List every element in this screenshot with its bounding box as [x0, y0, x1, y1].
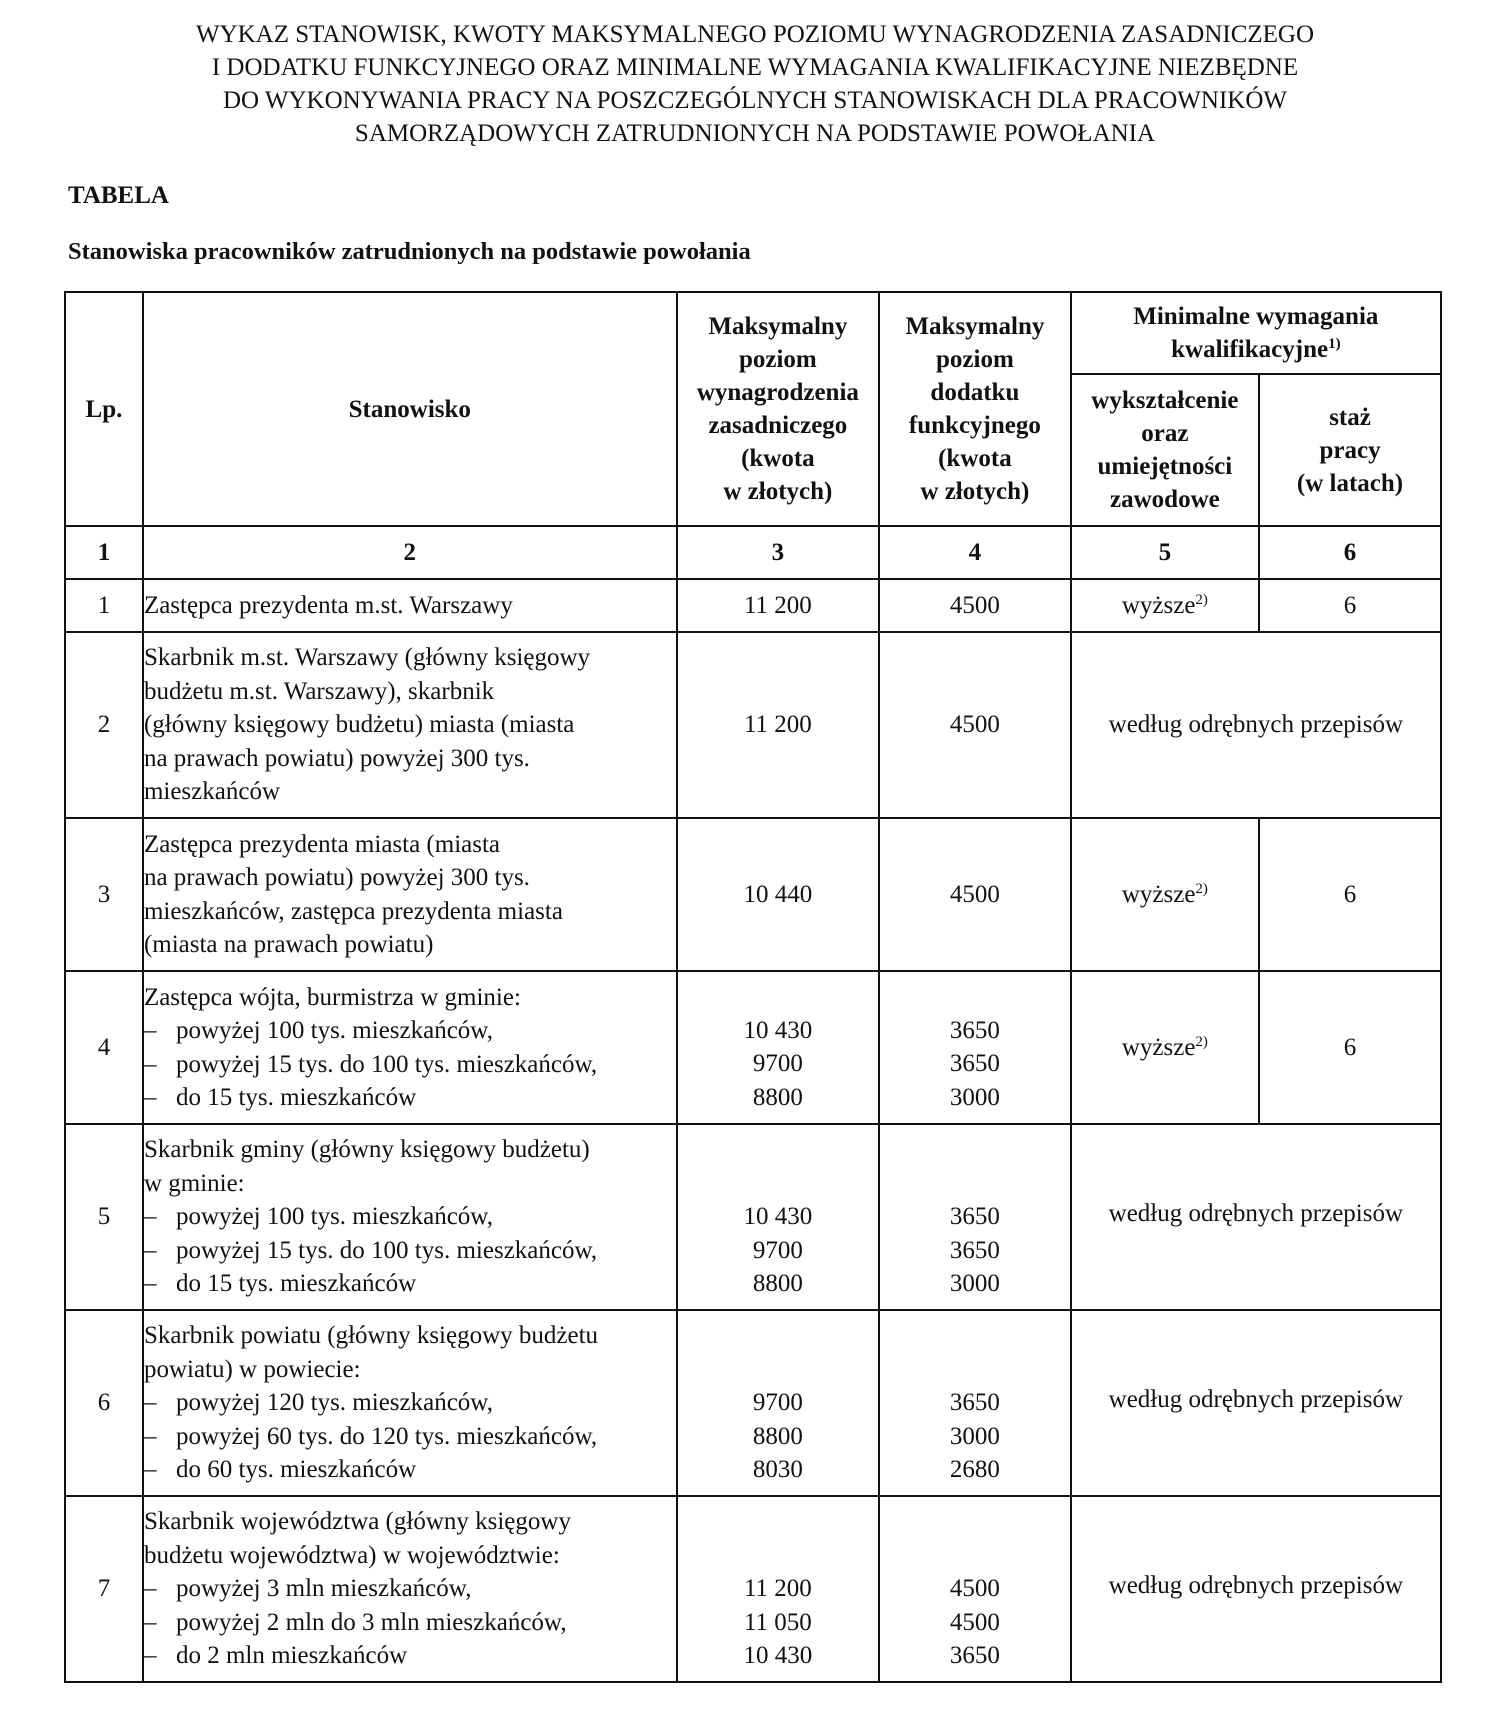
row-dodatek-value: 3650 [949, 1236, 1000, 1264]
stanowisko-line: na prawach powiatu) powyżej 300 tys. [143, 864, 530, 891]
stanowisko-item-text: powyżej 100 tys. mieszkańców, [175, 1203, 493, 1231]
row-wynagrodzenie-value: 8800 [752, 1083, 803, 1111]
footnote-ref: 2) [1195, 591, 1208, 608]
column-number: 5 [1071, 526, 1259, 579]
column-number: 3 [677, 526, 879, 579]
row-dodatek [879, 818, 1071, 971]
row-dodatek-value: 2680 [949, 1456, 1000, 1483]
header-dodatek: Maksymalny poziom dodatku funkcyjnego (kwota w złotych) [879, 292, 1071, 526]
column-number: 1 [65, 526, 143, 579]
stanowisko-item [144, 1453, 676, 1487]
stanowisko-item-text: do 60 tys. mieszkańców [175, 1456, 417, 1484]
row-staz: 6 [1259, 971, 1441, 1124]
row-lp: 3 [65, 818, 143, 971]
list-marker: – [143, 1270, 157, 1298]
row-stanowisko [143, 971, 677, 1124]
row-wynagrodzenie-value: 11 200 [743, 1575, 812, 1602]
title-line: WYKAZ STANOWISK, KWOTY MAKSYMALNEGO POZIOMU WYNAGRODZENIA ZASADNICZEGO [195, 21, 1315, 48]
stanowisko-line: powiatu) w powiecie: [143, 1355, 361, 1383]
row-dodatek-value: 4500 [949, 880, 1000, 908]
row-wynagrodzenie-value: 11 050 [743, 1608, 812, 1636]
header-lp: Lp. [65, 292, 143, 526]
list-marker: – [143, 1422, 157, 1450]
row-dodatek-value: 3650 [949, 1016, 1000, 1044]
table-row [65, 1310, 1441, 1496]
table-row [65, 1124, 1441, 1310]
stanowisko-item-text: powyżej 2 mln do 3 mln mieszkańców, [175, 1608, 567, 1636]
row-dodatek-value: 4500 [949, 1608, 1000, 1636]
row-wynagrodzenie [677, 971, 879, 1124]
row-wynagrodzenie [677, 632, 879, 818]
stanowisko-item [144, 1014, 676, 1048]
row-lp: 7 [65, 1496, 143, 1682]
row-dodatek [879, 971, 1071, 1124]
header-wymagania: Minimalne wymagania kwalifikacyjne$^{1)}$ [1071, 292, 1441, 374]
row-stanowisko [143, 579, 677, 632]
row-dodatek-value: 3650 [949, 1050, 1000, 1077]
stanowisko-item-text: do 15 tys. mieszkańców [175, 1270, 417, 1298]
row-wynagrodzenie-value: 11 200 [743, 591, 812, 619]
row-staz: 6 [1259, 579, 1441, 632]
document-title [60, 18, 1450, 150]
row-lp: 2 [65, 632, 143, 818]
table-row [65, 1496, 1441, 1682]
list-marker: – [143, 1203, 157, 1231]
wyksztalcenie-value: wyższe [1121, 591, 1196, 619]
row-dodatek-value: 3000 [949, 1083, 1000, 1111]
stanowisko-item [144, 1606, 676, 1640]
table-subheading: Stanowiska pracowników zatrudnionych na podstawie powołania [68, 238, 751, 265]
row-wymagania: według odrębnych przepisów [1071, 1496, 1441, 1682]
stanowisko-line: (główny księgowy budżetu) miasta (miasta [143, 711, 575, 739]
row-wynagrodzenie-value: 8800 [752, 1270, 803, 1297]
row-stanowisko [143, 818, 677, 971]
column-number-row [65, 526, 1441, 579]
list-marker: – [143, 1389, 157, 1417]
row-lp: 5 [65, 1124, 143, 1310]
row-dodatek-value: 3000 [949, 1270, 1000, 1297]
stanowisko-item-text: powyżej 100 tys. mieszkańców, [175, 1017, 493, 1044]
row-wynagrodzenie [677, 1310, 879, 1496]
header-wynagrodzenie: Maksymalny poziom wynagrodzenia zasadniczego (kwota w złotych) [677, 292, 879, 526]
title-line: SAMORZĄDOWYCH ZATRUDNIONYCH NA PODSTAWIE POWOŁANIA [354, 120, 1156, 147]
list-marker: – [143, 1050, 157, 1078]
positions-table [64, 291, 1442, 1683]
row-wynagrodzenie [677, 1496, 879, 1682]
stanowisko-item [144, 1048, 676, 1082]
stanowisko-line: na prawach powiatu) powyżej 300 tys. [143, 744, 530, 772]
row-wynagrodzenie-value: 10 430 [743, 1016, 813, 1044]
row-dodatek-value: 4500 [949, 711, 1000, 739]
row-wymagania: według odrębnych przepisów [1071, 1310, 1441, 1496]
row-wynagrodzenie-value: 11 200 [743, 711, 812, 739]
stanowisko-line: budżetu województwa) w województwie: [143, 1541, 560, 1569]
stanowisko-line: w gminie: [143, 1169, 245, 1197]
row-wynagrodzenie [677, 1124, 879, 1310]
stanowisko-line: (miasta na prawach powiatu) [143, 931, 434, 958]
stanowisko-line: Zastępca wójta, burmistrza w gminie: [143, 983, 521, 1011]
stanowisko-item-text: powyżej 15 tys. do 100 tys. mieszkańców, [175, 1050, 598, 1078]
row-wymagania: według odrębnych przepisów [1071, 1124, 1441, 1310]
row-dodatek [879, 1496, 1071, 1682]
stanowisko-item [144, 1572, 676, 1606]
stanowisko-item [144, 1200, 676, 1234]
stanowisko-item-text: powyżej 120 tys. mieszkańców, [175, 1389, 493, 1417]
stanowisko-line: Skarbnik województwa (główny księgowy [143, 1508, 571, 1536]
row-stanowisko [143, 632, 677, 818]
row-lp: 1 [65, 579, 143, 632]
row-dodatek-value: 3650 [949, 1203, 1000, 1230]
row-dodatek-value: 3650 [949, 1642, 1000, 1669]
stanowisko-item [144, 1234, 676, 1268]
row-wynagrodzenie-value: 10 430 [743, 1642, 813, 1669]
list-marker: – [143, 1236, 157, 1264]
row-dodatek-value: 3650 [949, 1389, 1000, 1416]
stanowisko-line: Skarbnik powiatu (główny księgowy budżetu [143, 1322, 599, 1350]
row-wynagrodzenie-value: 8030 [752, 1456, 803, 1483]
row-dodatek [879, 579, 1071, 632]
row-lp: 6 [65, 1310, 143, 1496]
title-line: DO WYKONYWANIA PRACY NA POSZCZEGÓLNYCH STANOWISKACH DLA PRACOWNIKÓW [223, 87, 1287, 114]
table-row [65, 818, 1441, 971]
list-marker: – [143, 1642, 157, 1670]
list-marker: – [143, 1084, 157, 1111]
row-wynagrodzenie [677, 579, 879, 632]
stanowisko-line: Skarbnik gminy (główny księgowy budżetu) [143, 1136, 590, 1164]
row-wyksztalcenie [1071, 818, 1259, 971]
row-staz: 6 [1259, 818, 1441, 971]
row-dodatek [879, 1310, 1071, 1496]
stanowisko-item-text: powyżej 3 mln mieszkańców, [175, 1575, 472, 1603]
table-row [65, 632, 1441, 818]
header-staz: staż pracy (w latach) [1259, 374, 1441, 526]
footnote-ref: 2) [1195, 1033, 1208, 1050]
row-dodatek [879, 632, 1071, 818]
stanowisko-item-text: do 2 mln mieszkańców [175, 1642, 408, 1670]
title-line: I DODATKU FUNKCYJNEGO ORAZ MINIMALNE WYMAGANIA KWALIFIKACYJNE NIEZBĘDNE [211, 54, 1299, 81]
row-stanowisko [143, 1124, 677, 1310]
row-wynagrodzenie-value: 10 440 [743, 880, 813, 908]
stanowisko-item-text: powyżej 60 tys. do 120 tys. mieszkańców, [175, 1422, 598, 1450]
stanowisko-item [144, 1420, 676, 1454]
stanowisko-item [144, 1267, 676, 1301]
list-marker: – [143, 1608, 157, 1636]
row-dodatek-value: 4500 [949, 1575, 1000, 1602]
row-wynagrodzenie-value: 9700 [752, 1050, 803, 1077]
row-wynagrodzenie-value: 9700 [752, 1389, 803, 1416]
footnote-ref: 2) [1195, 880, 1208, 897]
row-dodatek-value: 3000 [949, 1422, 1000, 1450]
stanowisko-item-text: do 15 tys. mieszkańców [175, 1084, 417, 1111]
stanowisko-line: Zastępca prezydenta m.st. Warszawy [143, 591, 513, 619]
stanowisko-line: Zastępca prezydenta miasta (miasta [143, 830, 501, 858]
column-number: 4 [879, 526, 1071, 579]
row-stanowisko [143, 1496, 677, 1682]
list-marker: – [143, 1575, 157, 1603]
row-dodatek [879, 1124, 1071, 1310]
row-lp: 4 [65, 971, 143, 1124]
stanowisko-item-text: powyżej 15 tys. do 100 tys. mieszkańców, [175, 1236, 598, 1264]
stanowisko-item [144, 1081, 676, 1115]
stanowisko-item [144, 1639, 676, 1673]
stanowisko-line: mieszkańców [143, 778, 280, 806]
row-wynagrodzenie-value: 8800 [752, 1422, 803, 1450]
row-wynagrodzenie [677, 818, 879, 971]
row-wyksztalcenie [1071, 579, 1259, 632]
stanowisko-line: budżetu m.st. Warszawy), skarbnik [143, 677, 495, 705]
header-stanowisko: Stanowisko [143, 292, 677, 526]
list-marker: – [143, 1456, 157, 1484]
stanowisko-item [144, 1386, 676, 1420]
wyksztalcenie-value: wyższe [1121, 1033, 1196, 1061]
table-label: TABELA [68, 182, 169, 209]
row-dodatek-value: 4500 [949, 591, 1000, 619]
list-marker: – [143, 1017, 157, 1044]
table-row [65, 579, 1441, 632]
wyksztalcenie-value: wyższe [1121, 880, 1196, 908]
stanowisko-line: mieszkańców, zastępca prezydenta miasta [143, 897, 563, 925]
row-wyksztalcenie [1071, 971, 1259, 1124]
row-stanowisko [143, 1310, 677, 1496]
table-row [65, 971, 1441, 1124]
header-wyksztalcenie: wykształcenie oraz umiejętności zawodowe [1071, 374, 1259, 526]
row-wynagrodzenie-value: 10 430 [743, 1203, 813, 1230]
stanowisko-line: Skarbnik m.st. Warszawy (główny księgowy [143, 644, 591, 672]
column-number: 2 [143, 526, 677, 579]
row-wynagrodzenie-value: 9700 [752, 1236, 803, 1264]
column-number: 6 [1259, 526, 1441, 579]
row-wymagania: według odrębnych przepisów [1071, 632, 1441, 818]
